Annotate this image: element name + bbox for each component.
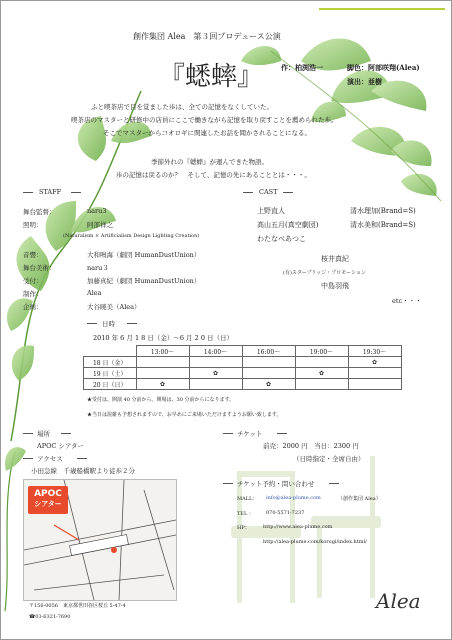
venue-name: APOC シアター — [37, 442, 84, 450]
schedule-slot-mark: ✿ — [189, 368, 242, 379]
contact-tel-label: TEL ： — [237, 511, 254, 517]
ticket-price: 前売：2000 円 当日：2300 円 — [263, 442, 359, 450]
access-heading-rule-right — [77, 458, 87, 459]
schedule-time-header: 14:00～ — [189, 346, 242, 357]
credit-adaptation: 脚色：阿部咲翔(Alea) — [347, 63, 420, 72]
play-title: 『蟋蟀』 — [159, 62, 264, 92]
schedule-note-reception: ★受付は、開演 40 分前から。開場は、30 分前からになります。 — [87, 397, 235, 403]
contact-heading-rule-left — [223, 483, 233, 484]
staff-name-stage-art: naru３ — [87, 264, 109, 272]
map-sign-line-1: APOC — [34, 489, 62, 499]
schedule-time-header: 16:00～ — [242, 346, 295, 357]
schedule-slot — [189, 379, 242, 390]
staff-lighting-affiliation: (Naturalism × Artificialism Design Lighting Creation) — [63, 233, 200, 239]
venue-heading-rule-right — [61, 433, 71, 434]
ticket-heading-rule-left — [223, 433, 233, 434]
map-sign-line-2: シアター — [34, 500, 62, 508]
schedule-slot — [242, 357, 295, 368]
schedule-day-label: 19 日（土） — [84, 368, 137, 379]
staff-role-stage-manager: 舞台監督： — [23, 208, 56, 216]
schedule-slot — [242, 368, 295, 379]
ticket-note: （日時指定・全席自由） — [293, 455, 365, 463]
schedule-slot — [348, 368, 401, 379]
credit-director: 演出：亜樹 — [347, 77, 382, 86]
schedule-time-row — [84, 346, 402, 357]
access-heading: アクセス — [37, 455, 63, 463]
schedule-time-header: 19:30～ — [348, 346, 401, 357]
schedule-heading: 日時 — [102, 320, 115, 328]
intro-line-5: 歩の記憶は戻るのか？ そして、記憶の先にあることとは・・・。 — [116, 171, 311, 179]
schedule-slot — [136, 357, 189, 368]
contact-mail-link[interactable]: info@alea-plume.com — [266, 495, 321, 501]
cast-heading-rule-right — [283, 192, 293, 193]
cast-member: 上野直人 — [257, 207, 285, 215]
schedule-day-row — [84, 368, 402, 379]
staff-role-stage-art: 舞台美術： — [23, 264, 56, 272]
intro-line-1: ふと喫茶店で目を覚ました歩は、全ての記憶をなくしていた。 — [91, 103, 273, 111]
contact-heading: チケット予約・問い合わせ — [237, 480, 315, 488]
schedule-time-header: 13:00～ — [136, 346, 189, 357]
schedule-slot-mark: ✿ — [295, 368, 348, 379]
schedule-slot — [189, 357, 242, 368]
staff-role-lighting: 照明： — [23, 221, 43, 229]
schedule-day-label: 18 日（金） — [84, 357, 137, 368]
cast-member: 桜井真紀 — [321, 255, 349, 263]
staff-heading-rule-left — [23, 192, 33, 193]
cast-agency: (有)スターブリッジ・プロモーション — [283, 270, 366, 276]
venue-heading-rule-left — [23, 433, 33, 434]
schedule-heading-rule-right — [127, 323, 137, 324]
venue-phone: ☎03-6321-7690 — [29, 614, 71, 620]
schedule-corner-cell — [84, 346, 137, 357]
staff-name-reception: 加藤真紀（劇団 HumanDustUnion） — [87, 277, 201, 285]
cast-member: わたなべあつこ — [257, 235, 306, 243]
schedule-slot-mark: ✿ — [136, 379, 189, 390]
alea-logo: Alea — [376, 589, 421, 613]
cast-member: 清水美和(Brand=S) — [350, 221, 416, 229]
venue-map — [23, 479, 177, 601]
venue-postal-address: 〒156-0056 東京都世田谷区桜丘 5-47-4 — [29, 603, 126, 609]
staff-role-production: 制作： — [23, 290, 43, 298]
schedule-slot — [348, 379, 401, 390]
staff-heading: STAFF — [39, 188, 62, 196]
schedule-note-crowd: ★当日は混雑も予想されますので、お早めにご来場いただけますようお願い致します。 — [87, 412, 282, 418]
intro-line-4: 季節外れの『蟋蟀』が運んできた物語。 — [151, 158, 268, 166]
cast-member: 清水理加(Brand=S) — [350, 207, 416, 215]
contact-hp-label: HP： — [237, 525, 250, 531]
cast-heading-rule-left — [243, 192, 253, 193]
cast-heading: CAST — [259, 188, 278, 196]
schedule-heading-rule-left — [87, 323, 97, 324]
schedule-slot — [295, 379, 348, 390]
staff-name-sound: 大和鳴海（劇団 HumanDustUnion） — [87, 251, 201, 259]
header-company-line: 創作集団 Alea 第３回プロデュース公演 — [133, 32, 281, 41]
contact-hp-link[interactable]: http://www.alea-plume.com — [263, 524, 333, 530]
cast-member: 中島羽飛 — [321, 282, 349, 290]
schedule-slot-mark: ✿ — [242, 379, 295, 390]
contact-mail-label: MALL： — [237, 496, 258, 502]
schedule-day-label: 20 日（日） — [84, 379, 137, 390]
schedule-day-row — [84, 357, 402, 368]
schedule-table — [83, 345, 402, 390]
intro-line-2: 喫茶店のマスターと研修中の店員にここで働きながら記憶を取り戻すことを薦められた歩。 — [71, 116, 338, 124]
contact-korogi-link[interactable]: http://alea-plume.com/korogi/index.html/ — [263, 539, 367, 545]
staff-heading-rule-right — [71, 192, 81, 193]
staff-name-production: Alea — [87, 289, 102, 297]
cast-etc: etc・・・ — [392, 297, 422, 305]
schedule-slot — [295, 357, 348, 368]
cast-member: 高山五月(真空劇団) — [257, 221, 319, 229]
map-sign-apoc — [28, 486, 68, 514]
credit-author: 作：柏渕浩一 — [281, 63, 323, 72]
schedule-period: 2010 年 6 月 1 8 日（金）～6 月 2 0 日（日） — [93, 334, 234, 342]
contact-tel: 070-5571-7237 — [266, 510, 305, 516]
contact-mail-note: （創作集団 Alea） — [338, 496, 381, 502]
venue-heading: 場所 — [37, 430, 50, 438]
ticket-heading-rule-right — [277, 433, 287, 434]
ticket-heading: チケット — [237, 430, 263, 438]
schedule-slot — [136, 368, 189, 379]
staff-name-stage-manager: naru3 — [87, 207, 107, 215]
schedule-day-row — [84, 379, 402, 390]
staff-name-planning: 大谷暁美（Alea） — [87, 303, 141, 311]
staff-role-sound: 音響： — [23, 251, 43, 259]
access-heading-rule-left — [23, 458, 33, 459]
access-directions: 小田急線 千歳船橋駅より徒歩２分 — [31, 467, 135, 475]
staff-role-planning: 企画： — [23, 303, 43, 311]
schedule-time-header: 19:00～ — [295, 346, 348, 357]
schedule-slot-mark: ✿ — [348, 357, 401, 368]
staff-role-reception: 受付： — [23, 277, 43, 285]
staff-name-lighting: 阿部祥之 — [87, 221, 113, 229]
intro-line-3: そこでマスターからコオロギに関連したお話を聞かされることになる。 — [103, 129, 311, 137]
contact-heading-rule-right — [329, 483, 339, 484]
